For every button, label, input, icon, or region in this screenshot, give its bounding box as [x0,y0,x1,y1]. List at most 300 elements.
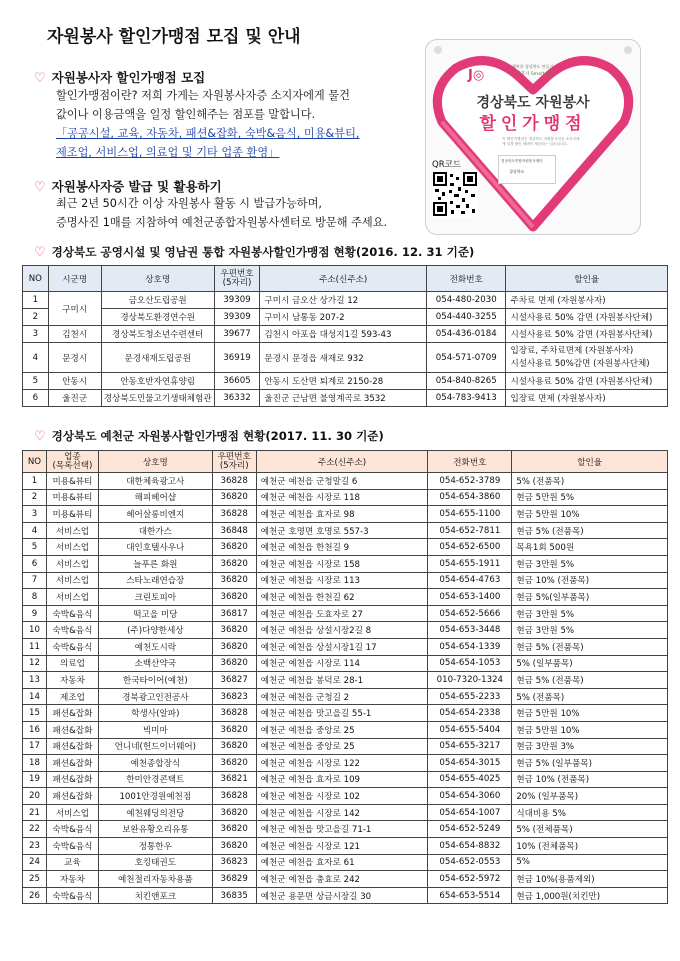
badge-org2: 경상북도 [509,169,525,174]
table-cell: 36820 [212,589,256,606]
table-cell: 시설사용료 50% 감면 (자원봉사단체) [506,326,668,343]
section2-heading [34,177,222,195]
table-cell: 예천군 예천읍 충효로 242 [256,871,428,888]
table-row [23,838,668,855]
table-cell: 25 [23,871,47,888]
table-cell: 금오산도립공원 [101,292,214,309]
table-cell: 의료업 [46,655,98,672]
table-cell: 36828 [212,788,256,805]
table-cell: 11 [23,638,47,655]
column-header: 할인율 [512,451,668,473]
table-cell: 7 [23,572,47,589]
heart-icon: ♡ [34,429,46,444]
table-cell: 010-7320-1324 [428,672,512,689]
table-cell: 054-655-3217 [428,738,512,755]
table-cell: 16 [23,721,47,738]
table-cell: 36820 [212,821,256,838]
table-cell: 36823 [212,688,256,705]
table-cell: 식대비용 5% [512,804,668,821]
table-cell: 스타노래연습장 [98,572,212,589]
table-cell: 서비스업 [46,555,98,572]
table-row [23,705,668,722]
table-cell: 1 [23,292,49,309]
table-cell: 현금 5% (전품목) [512,672,668,689]
table-cell: 2 [23,309,49,326]
table-cell: 서비스업 [46,804,98,821]
table-cell: 9 [23,605,47,622]
column-header: NO [23,451,47,473]
table-cell: 예천군 호명면 호명로 557-3 [256,522,428,539]
table-cell: 20 [23,788,47,805]
table-cell: 36605 [214,373,260,390]
table-cell: 054-840-8265 [427,373,506,390]
table-cell: 36820 [212,489,256,506]
table-cell: 교육 [46,854,98,871]
table-cell: 36820 [212,755,256,772]
table-cell: 예천웨딩의전당 [98,804,212,821]
table-cell: 김천시 [48,326,101,343]
table-cell: 현금 3만원 3% [512,738,668,755]
table-cell: 현금 1,000원(치킨만) [512,887,668,904]
table-cell: 054-652-5972 [428,871,512,888]
yecheon-store-table [22,450,668,904]
table-cell: 현금 5% (전품목) [512,638,668,655]
table-cell: 울진군 근남면 불영계곡로 3532 [260,390,427,407]
table-cell: 054-436-0184 [427,326,506,343]
table-cell: 19 [23,771,47,788]
table-cell: 예천군 예천읍 맛고을길 71-1 [256,821,428,838]
table-cell: 39309 [214,309,260,326]
table-cell: 36820 [212,738,256,755]
table-cell: 36828 [212,473,256,490]
heart-icon: ♡ [34,71,46,86]
table-cell: 서비스업 [46,522,98,539]
table-cell: 예천군 예천읍 시장로 158 [256,555,428,572]
table-cell: 6 [23,390,49,407]
volunteer-store-badge [425,39,641,235]
table-cell: 26 [23,887,47,904]
table-cell: 36820 [212,555,256,572]
column-header: NO [23,266,49,292]
table-cell: 17 [23,738,47,755]
table-row [23,622,668,639]
table-cell: 한국타이어(예천) [98,672,212,689]
table-cell: 36820 [212,721,256,738]
table-cell: 숙박&음식 [46,638,98,655]
table-row [23,572,668,589]
table-cell: 5% [512,854,668,871]
table-cell: 예천군 예천읍 도효자로 27 [256,605,428,622]
table-row [23,871,668,888]
table-cell: 떡고을 미당 [98,605,212,622]
section2-heading-text: 자원봉사자증 발급 및 활용하기 [51,179,222,194]
table-cell: 5% (전체품목) [512,821,668,838]
table-cell: 경상북도청소년수련센터 [101,326,214,343]
table-cell: 36828 [212,705,256,722]
table-cell: 054-654-1053 [428,655,512,672]
table-row [23,373,668,390]
table-cell: 예천군 예천읍 상설시장1길 17 [256,638,428,655]
table-cell: 한미안경콘택트 [98,771,212,788]
table-cell: 숙박&음식 [46,887,98,904]
table-cell: 36835 [212,887,256,904]
table-cell: 4 [23,343,49,373]
table-cell: 대한가스 [98,522,212,539]
table-cell: 소백산약국 [98,655,212,672]
section2-line: 증명사진 1매를 지참하여 예천군종합자원봉사센터로 방문해 주세요. [56,216,388,229]
table-cell: 1 [23,473,47,490]
table-cell: 14 [23,688,47,705]
table-cell: 현금 10% (전품목) [512,572,668,589]
table-cell: 현금 5% (일부품목) [512,755,668,772]
table-row [23,555,668,572]
badge-title1: 경상북도 자원봉사 [476,95,590,111]
table-cell: 현금 5만원 10% [512,721,668,738]
table-cell: 경북광고인전공사 [98,688,212,705]
table-cell: 빅미마 [98,721,212,738]
table-row [23,788,668,805]
table-cell: 36828 [212,506,256,523]
table-cell: 054-652-7811 [428,522,512,539]
table-cell: 예천종합장식 [98,755,212,772]
table-cell: 패션&잡화 [46,771,98,788]
table-cell: 현금 10%(용품제외) [512,871,668,888]
table-cell: 054-654-3015 [428,755,512,772]
table-cell: 예천군 예천읍 시장로 122 [256,755,428,772]
table-cell: 자동차 [46,672,98,689]
table-cell: 예천군 예천읍 한천길 62 [256,589,428,606]
table-cell: 문경새재도립공원 [101,343,214,373]
table-cell: 현금 3만원 5% [512,555,668,572]
table-cell: 예천군 예천읍 시장로 102 [256,788,428,805]
table-cell: 054-571-0709 [427,343,506,373]
table-cell: 5% (일부품목) [512,655,668,672]
table-cell: 39309 [214,292,260,309]
table-row [23,821,668,838]
table-cell: 정통한우 [98,838,212,855]
table-cell: 3 [23,326,49,343]
column-header: 전화번호 [427,266,506,292]
table-cell: 경상북도민물고기생태체험관 [101,390,214,407]
table-cell: 예천군 용문면 상금시장길 30 [256,887,428,904]
table-header-row [23,451,668,473]
column-header: 우편번호 (5자리) [212,451,256,473]
table-row [23,738,668,755]
table-cell: 대한체육광고사 [98,473,212,490]
table-cell: 시설사용료 50% 감면 (자원봉사단체) [506,309,668,326]
table-cell: 안동호반자연휴양림 [101,373,214,390]
page-title: 자원봉사 할인가맹점 모집 및 안내 [47,27,301,47]
table-row [23,522,668,539]
table-cell: 36848 [212,522,256,539]
table-cell: 054-655-1100 [428,506,512,523]
table-cell: 054-654-1339 [428,638,512,655]
section2-body [56,194,387,232]
table-cell: 054-783-9413 [427,390,506,407]
table-cell: 미용&뷰티 [46,506,98,523]
table-cell: 헤어살롱비엔지 [98,506,212,523]
table-cell: 054-653-1400 [428,589,512,606]
table-cell: 해피헤어샵 [98,489,212,506]
table-cell: 24 [23,854,47,871]
table-cell: 크린토피아 [98,589,212,606]
table-cell: 054-654-4763 [428,572,512,589]
table-cell: 054-655-4025 [428,771,512,788]
table-cell: 5% (전품목) [512,473,668,490]
table-cell: 패션&잡화 [46,738,98,755]
table-cell: 예천군 예천읍 상설시장2길 8 [256,622,428,639]
table-cell: 예천군 예천읍 시장로 113 [256,572,428,589]
table-row [23,854,668,871]
table-row [23,638,668,655]
table-cell: 울진군 [48,390,101,407]
table-cell: 12 [23,655,47,672]
table-row [23,390,668,407]
table-cell: 안동시 [48,373,101,390]
table-cell: 구미시 남통동 207-2 [260,309,427,326]
table-cell: 054-655-2233 [428,688,512,705]
table-cell: (주)다양한세상 [98,622,212,639]
table-row [23,489,668,506]
table-cell: 5% (전품목) [512,688,668,705]
table-cell: 36820 [212,622,256,639]
table-cell: 054-654-3860 [428,489,512,506]
table-cell: 서비스업 [46,589,98,606]
section1-highlight-line: 제조업, 서비스업, 의료업 및 기타 업종 환영」 [56,146,280,159]
table-row [23,804,668,821]
section1-heading [34,68,205,86]
table-cell: 예천군 예천읍 중앙로 25 [256,738,428,755]
table-header-row [23,266,668,292]
table-cell: 숙박&음식 [46,605,98,622]
qr-code-icon [432,171,478,217]
table-row [23,655,668,672]
table-cell: 2 [23,489,47,506]
table-cell: 054-652-6500 [428,539,512,556]
table-cell: 보완유황오리유통 [98,821,212,838]
table-row [23,755,668,772]
table-cell: 1001안경원예천점 [98,788,212,805]
table-cell: 목욕1회 500원 [512,539,668,556]
table-cell: 입장료 면제 (자원봉사자) [506,390,668,407]
column-header: 주소(신주소) [260,266,427,292]
table-cell: 늘푸른 화원 [98,555,212,572]
table-cell: 39677 [214,326,260,343]
table-row [23,292,668,309]
column-header: 주소(신주소) [256,451,428,473]
table-cell: 054-654-1007 [428,804,512,821]
table-cell: 5 [23,539,47,556]
section1-line: 할인가맹점이란? 저희 가게는 자원봉사자증 소지자에게 물건 [56,89,350,102]
table-cell: 21 [23,804,47,821]
heart-icon: ♡ [34,180,46,195]
table-cell: 현금 5% (전품목) [512,522,668,539]
column-header: 시군명 [48,266,101,292]
table1-heading [34,244,474,260]
table-cell: 36817 [212,605,256,622]
table-row [23,771,668,788]
table-cell: 054-652-5666 [428,605,512,622]
badge-desc: 이 할인가맹점은 경상북도 자원봉사자증 소지자에게 일정 할인 혜택이 제공되는 업소입니다. [502,137,580,146]
table2-heading-text: 경상북도 예천군 자원봉사할인가맹점 현황(2017. 11. 30 기준) [51,429,384,443]
table-row [23,309,668,326]
table-row [23,672,668,689]
table-cell: 치킨앤포크 [98,887,212,904]
table-cell: 054-655-5404 [428,721,512,738]
table-row [23,721,668,738]
table-cell: 패션&잡화 [46,705,98,722]
column-header: 상호명 [101,266,214,292]
table-row [23,605,668,622]
table-cell: 주차료 면제 (자원봉사자) [506,292,668,309]
table-cell: 서비스업 [46,572,98,589]
table-cell: 현금 10% (전품목) [512,771,668,788]
table-cell: 미용&뷰티 [46,489,98,506]
table-cell: 미용&뷰티 [46,473,98,490]
table-cell: 36821 [212,771,256,788]
table-cell: 예천군 예천읍 시장로 118 [256,489,428,506]
table-cell: 숙박&음식 [46,838,98,855]
table-cell: 36820 [212,804,256,821]
table-cell: 654-653-5514 [428,887,512,904]
table-cell: 054-652-3789 [428,473,512,490]
table1-heading-text: 경상북도 공영시설 및 영남권 통합 자원봉사할인가맹점 현황(2016. 12. 31 기준) [51,245,475,259]
table-cell: 학생사(알파) [98,705,212,722]
table-cell: 22 [23,821,47,838]
table-cell: 예천군 예천읍 봉덕로 28-1 [256,672,428,689]
table-cell: 예천군 예천읍 시장로 114 [256,655,428,672]
table-cell: 15 [23,705,47,722]
table-cell: 입장료, 주차료면제 (자원봉사자) 시설사용료 50%감면 (자원봉사단체) [506,343,668,373]
table-cell: 예천군 예천읍 시장로 121 [256,838,428,855]
table-cell: 10% (전체품목) [512,838,668,855]
table-cell: 예천도시락 [98,638,212,655]
table-cell: 자동차 [46,871,98,888]
table-row [23,343,668,373]
table-cell: 054-654-3060 [428,788,512,805]
column-header: 상호명 [98,451,212,473]
table-cell: 3 [23,506,47,523]
table-cell: 5 [23,373,49,390]
table-cell: 예천군 예천읍 중앙로 25 [256,721,428,738]
table-cell: 6 [23,555,47,572]
badge-small-top: 행복한 경상북도 만들기 [512,64,554,69]
section2-line: 최근 2년 50시간 이상 자원봉사 활동 시 발급가능하며, [56,197,322,210]
table-cell: 10 [23,622,47,639]
table-cell: 예천군 예천읍 효자로 98 [256,506,428,523]
table-row [23,887,668,904]
section1-heading-text: 자원봉사자 할인가맹점 모집 [51,70,206,85]
table-cell: 패션&잡화 [46,788,98,805]
badge-logo-icon: J◎ [468,68,485,83]
table-cell: 8 [23,589,47,606]
table-cell: 054-655-1911 [428,555,512,572]
table-cell: 현금 5만원 5% [512,489,668,506]
badge-org1: 경상북도종합자원봉사센터 [501,159,543,163]
table-cell: 36820 [212,572,256,589]
table-cell: 패션&잡화 [46,755,98,772]
table-cell: 36829 [212,871,256,888]
table-cell: 시설사용료 50% 감면 (자원봉사단체) [506,373,668,390]
table-cell: 36823 [212,854,256,871]
table-cell: 경상북도환경연수원 [101,309,214,326]
table-cell: 예천군 예천읍 맛고을길 55-1 [256,705,428,722]
table-cell: 36820 [212,838,256,855]
table-cell: 현금 3만원 5% [512,605,668,622]
table-cell: 예천군 예천읍 군청길 2 [256,688,428,705]
table-cell: 서비스업 [46,539,98,556]
table-cell: 예천군 예천읍 시장로 142 [256,804,428,821]
table-cell: 제조업 [46,688,98,705]
section1-body [56,86,359,162]
table-cell: 054-652-5249 [428,821,512,838]
section1-highlight-line: 「공공시설, 교육, 자동차, 패션&잡화, 숙박&음식, 미용&뷰티, [56,127,360,140]
table-cell: 예천절리자동차용품 [98,871,212,888]
table-cell: 23 [23,838,47,855]
table-cell: 36820 [212,539,256,556]
table2-heading [34,428,384,444]
table-cell: 054-440-3255 [427,309,506,326]
table-row [23,539,668,556]
table-cell: 054-653-3448 [428,622,512,639]
heart-icon: ♡ [34,245,46,260]
table-cell: 36332 [214,390,260,407]
qr-label: QR코드 [432,160,462,170]
table-cell: 구미시 금오산 상가길 12 [260,292,427,309]
table-cell: 36820 [212,638,256,655]
column-header: 우편번호 (5자리) [214,266,260,292]
badge-org-box [498,155,556,184]
table-cell: 18 [23,755,47,772]
table-cell: 패션&잡화 [46,721,98,738]
table-row [23,589,668,606]
table-cell: 054-480-2030 [427,292,506,309]
table-cell: 36820 [212,655,256,672]
table-cell: 구미시 [48,292,101,326]
table-cell: 36919 [214,343,260,373]
table-cell: 현금 3만원 5% [512,622,668,639]
table-row [23,688,668,705]
section1-line: 값이나 이용금액을 일정 할인해주는 점포를 말합니다. [56,108,316,121]
table-cell: 054-654-2338 [428,705,512,722]
table-cell: 현금 5만원 10% [512,705,668,722]
table-cell: 언니네(헌드이너웨어) [98,738,212,755]
column-header: 할인율 [506,266,668,292]
table-cell: 예천군 예천읍 효자로 109 [256,771,428,788]
badge-tagline: 자원봉사 Smart Way [512,72,556,77]
table-cell: 예천군 예천읍 한천길 9 [256,539,428,556]
table-cell: 숙박&음식 [46,821,98,838]
table-cell: 13 [23,672,47,689]
table-cell: 예천군 예천읍 군청말길 6 [256,473,428,490]
table-cell: 문경시 문경읍 새재로 932 [260,343,427,373]
table-cell: 4 [23,522,47,539]
table-row [23,506,668,523]
badge-title2: 할인가맹점 [479,114,587,134]
table-cell: 현금 5만원 10% [512,506,668,523]
table-cell: 안동시 도산면 퇴계로 2150-28 [260,373,427,390]
public-facility-table [22,265,668,407]
table-cell: 호킹태권도 [98,854,212,871]
table-cell: 문경시 [48,343,101,373]
column-header: 업종 (목록선택) [46,451,98,473]
table-cell: 현금 5%(일부품목) [512,589,668,606]
table-cell: 예천군 예천읍 효자로 61 [256,854,428,871]
table-row [23,326,668,343]
table-cell: 숙박&음식 [46,622,98,639]
table-cell: 대인호텔사우나 [98,539,212,556]
table-cell: 36827 [212,672,256,689]
